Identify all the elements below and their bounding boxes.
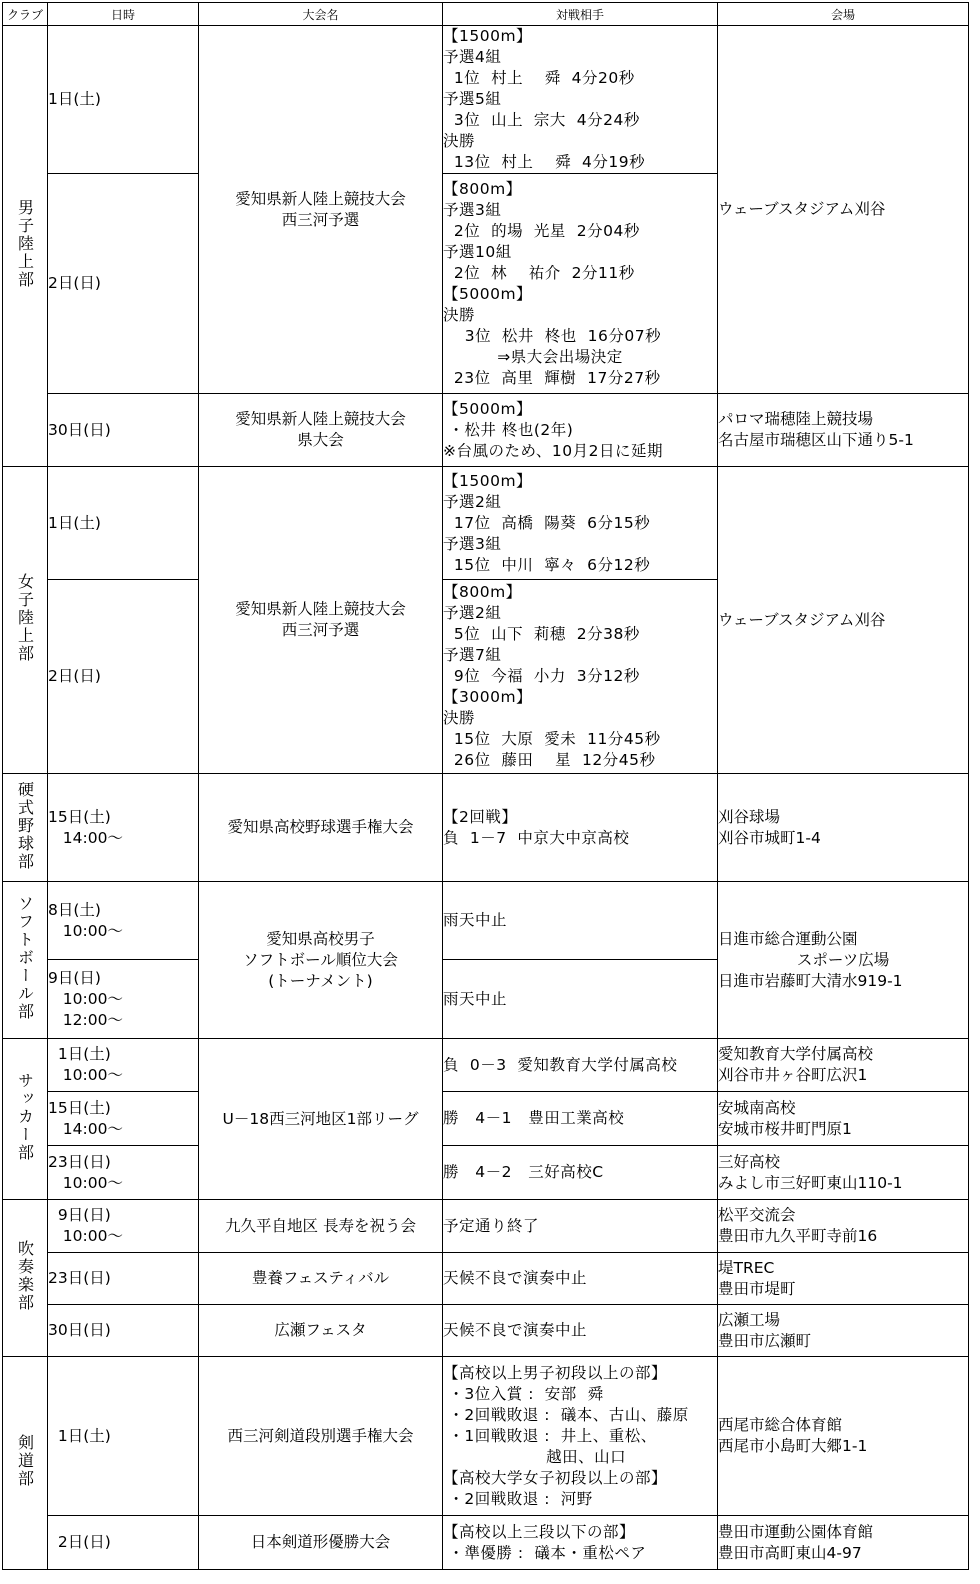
event-line: (トーナメント) — [268, 971, 373, 990]
venue-line: 安城市桜井町門原1 — [718, 1119, 852, 1138]
date-cell — [48, 174, 199, 394]
event-line: 愛知県新人陸上競技大会 — [235, 189, 406, 208]
event-line: 豊養フェスティバル — [251, 1269, 390, 1287]
venue-cell — [718, 1092, 969, 1146]
opponent-line: ・2回戦敗退 : 河野 — [443, 1489, 593, 1508]
opponent-line: 17位 高橋 陽葵 6分15秒 — [443, 513, 651, 532]
club-cell — [3, 882, 48, 1039]
opponent-line: 勝 4－1 豊田工業高校 — [443, 1109, 625, 1127]
venue-cell — [718, 26, 969, 394]
opponent-cell — [443, 960, 718, 1039]
club-cell — [3, 774, 48, 882]
opponent-line: 【800m】 — [443, 179, 522, 198]
date-cell — [48, 1516, 199, 1570]
table-row — [3, 467, 969, 580]
opponent-line: 予選3組 — [443, 534, 502, 553]
table-row — [3, 1039, 969, 1092]
venue-cell — [718, 467, 969, 774]
date-line: 14:00～ — [48, 1119, 123, 1138]
table-row — [3, 774, 969, 882]
event-line: 日本剣道形優勝大会 — [250, 1533, 391, 1551]
opponent-line: ・1回戦敗退 : 井上、重松、 — [443, 1426, 657, 1445]
opponent-cell — [443, 174, 718, 394]
date-line: 12:00～ — [48, 1010, 123, 1029]
venue-cell — [718, 1516, 969, 1570]
venue-cell — [718, 774, 969, 882]
opponent-cell — [443, 467, 718, 580]
event-line: 県大会 — [297, 431, 344, 449]
opponent-line: ・松井 柊也(2年) — [443, 420, 574, 439]
opponent-line: 予選10組 — [443, 242, 512, 261]
opponent-cell — [443, 1200, 718, 1253]
event-line: 愛知県高校野球選手権大会 — [227, 818, 414, 836]
table-row — [3, 1357, 969, 1516]
date-line: 14:00～ — [48, 828, 123, 847]
venue-line: ウェーブスタジアム刈谷 — [718, 200, 886, 218]
opponent-line: 【高校以上男子初段以上の部】 — [443, 1363, 668, 1382]
date-line: 2日(日) — [48, 1533, 111, 1551]
date-cell — [48, 580, 199, 774]
opponent-line: 【1500m】 — [443, 27, 533, 45]
date-cell — [48, 1305, 199, 1357]
date-line: 23日(日) — [48, 1269, 111, 1287]
opponent-line: 3位 山上 宗大 4分24秒 — [443, 111, 640, 129]
event-line: 愛知県新人陸上競技大会 — [235, 410, 406, 428]
opponent-line: 13位 村上 舜 4分19秒 — [443, 153, 646, 171]
club-name: 吹奏楽部 — [15, 1240, 35, 1312]
venue-line: 日進市総合運動公園 — [718, 929, 858, 948]
header-row — [3, 3, 969, 26]
opponent-line: 予定通り終了 — [443, 1216, 540, 1235]
date-line: 8日(土) — [48, 900, 101, 919]
opponent-line: ⇒県大会出場決定 — [443, 347, 623, 366]
opponent-line: 予選7組 — [443, 646, 502, 664]
date-line: 9日(日) — [48, 1206, 111, 1224]
event-cell — [199, 774, 443, 882]
opponent-line: 2位 的場 光星 2分04秒 — [443, 221, 640, 240]
event-line: 広瀬フェスタ — [274, 1321, 367, 1339]
table-row — [3, 882, 969, 960]
venue-cell — [718, 882, 969, 1039]
opponent-line: 9位 今福 小力 3分12秒 — [443, 667, 640, 685]
club-cell — [3, 467, 48, 774]
event-line: 西三河予選 — [281, 621, 360, 639]
date-cell — [48, 960, 199, 1039]
venue-cell — [718, 1253, 969, 1305]
date-line: 15日(土) — [48, 1098, 111, 1117]
club-cell — [3, 1357, 48, 1570]
venue-cell — [718, 1146, 969, 1200]
event-line: 愛知県新人陸上競技大会 — [235, 600, 406, 618]
date-line: 15日(土) — [48, 807, 111, 826]
event-line: ソフトボール順位大会 — [243, 950, 398, 969]
venue-cell — [718, 1039, 969, 1092]
venue-line: 安城南高校 — [718, 1098, 796, 1117]
schedule-table — [2, 2, 969, 1570]
opponent-line: 予選2組 — [443, 492, 502, 511]
opponent-line: 23位 高里 輝樹 17分27秒 — [443, 368, 661, 387]
date-line: 1日(土) — [48, 513, 101, 532]
venue-line: 刈谷市城町1-4 — [718, 828, 821, 847]
venue-cell — [718, 1200, 969, 1253]
date-line: 10:00～ — [48, 921, 123, 940]
table-row — [3, 1146, 969, 1200]
opponent-line: 予選4組 — [443, 48, 502, 66]
header-venue: 会場 — [718, 3, 969, 26]
date-cell — [48, 774, 199, 882]
date-cell — [48, 1146, 199, 1200]
opponent-line: ※台風のため、10月2日に延期 — [443, 441, 663, 460]
table-row — [3, 1516, 969, 1570]
opponent-cell — [443, 1146, 718, 1200]
date-line: 10:00～ — [48, 1227, 123, 1245]
event-cell — [199, 1516, 443, 1570]
opponent-line: 【2回戦】 — [443, 807, 518, 826]
date-line: 9日(日) — [48, 968, 101, 987]
date-cell — [48, 882, 199, 960]
venue-line: 豊田市高町東山4-97 — [718, 1543, 862, 1562]
opponent-cell — [443, 1305, 718, 1357]
date-line: 10:00～ — [48, 1173, 123, 1192]
event-cell — [199, 1253, 443, 1305]
club-name: ソフトボール部 — [15, 895, 35, 1021]
date-line: 1日(土) — [48, 90, 101, 108]
venue-line: 西尾市小島町大郷1-1 — [718, 1437, 868, 1455]
venue-line: 広瀬工場 — [718, 1310, 781, 1329]
opponent-cell — [443, 882, 718, 960]
opponent-cell — [443, 1253, 718, 1305]
date-line: 30日(日) — [48, 420, 111, 439]
event-cell — [199, 26, 443, 394]
venue-line: 松平交流会 — [718, 1206, 796, 1224]
opponent-line: 予選2組 — [443, 604, 502, 622]
venue-line: 名古屋市瑞穂区山下通り5-1 — [718, 431, 914, 449]
header-date: 日時 — [48, 3, 199, 26]
venue-line: 堤TREC — [718, 1258, 775, 1277]
date-cell — [48, 1253, 199, 1305]
club-name: サッカー部 — [15, 1072, 35, 1162]
table-row — [3, 1253, 969, 1305]
opponent-line: 【高校以上三段以下の部】 — [443, 1522, 636, 1541]
opponent-line: 【3000m】 — [443, 688, 533, 706]
opponent-line: 予選3組 — [443, 200, 502, 219]
opponent-line: 26位 藤田 星 12分45秒 — [443, 751, 656, 769]
opponent-line: 【5000m】 — [443, 399, 533, 418]
opponent-cell — [443, 394, 718, 467]
opponent-line: 1位 村上 舜 4分20秒 — [443, 69, 635, 87]
opponent-cell — [443, 1039, 718, 1092]
event-cell — [199, 1305, 443, 1357]
club-cell — [3, 26, 48, 467]
opponent-cell — [443, 774, 718, 882]
table-row — [3, 1200, 969, 1253]
opponent-line: 15位 大原 愛未 11分45秒 — [443, 730, 661, 748]
table-row — [3, 394, 969, 467]
opponent-cell — [443, 26, 718, 174]
club-cell — [3, 1039, 48, 1200]
date-line: 1日(土) — [48, 1426, 111, 1445]
date-cell — [48, 394, 199, 467]
date-cell — [48, 1039, 199, 1092]
event-line: 愛知県高校男子 — [266, 929, 375, 948]
opponent-line: 負 1－7 中京大中京高校 — [443, 828, 630, 847]
opponent-cell — [443, 1092, 718, 1146]
opponent-line: 予選5組 — [443, 90, 502, 108]
club-cell — [3, 1200, 48, 1357]
header-opponent: 対戦相手 — [443, 3, 718, 26]
opponent-line: 【1500m】 — [443, 471, 533, 490]
opponent-line: 3位 松井 柊也 16分07秒 — [443, 326, 662, 345]
opponent-line: 越田、山口 — [443, 1447, 627, 1466]
date-cell — [48, 467, 199, 580]
venue-cell — [718, 394, 969, 467]
opponent-cell — [443, 580, 718, 774]
event-line: 九久平自地区 長寿を祝う会 — [225, 1216, 416, 1235]
venue-line: 西尾市総合体育館 — [718, 1416, 843, 1434]
date-line: 10:00～ — [48, 1066, 123, 1084]
date-line: 23日(日) — [48, 1152, 111, 1171]
venue-line: 刈谷市井ヶ谷町広沢1 — [718, 1066, 868, 1084]
date-line: 1日(土) — [48, 1045, 111, 1063]
event-cell — [199, 1039, 443, 1200]
venue-cell — [718, 1305, 969, 1357]
opponent-line: 【高校大学女子初段以上の部】 — [443, 1468, 668, 1487]
club-name: 剣道部 — [15, 1434, 35, 1488]
event-cell — [199, 1357, 443, 1516]
venue-line: スポーツ広場 — [718, 950, 890, 969]
venue-line: ウェーブスタジアム刈谷 — [718, 610, 886, 629]
opponent-line: 15位 中川 寧々 6分12秒 — [443, 555, 651, 574]
opponent-line: 5位 山下 莉穂 2分38秒 — [443, 625, 640, 643]
opponent-cell — [443, 1516, 718, 1570]
club-name: 男子陸上部 — [15, 199, 35, 289]
opponent-line: 雨天中止 — [443, 911, 508, 929]
opponent-line: 【800m】 — [443, 583, 522, 601]
club-name: 女子陸上部 — [15, 573, 35, 663]
opponent-line: ・3位入賞 : 安部 舜 — [443, 1384, 604, 1403]
opponent-line: 決勝 — [443, 709, 476, 727]
event-line: 西三河予選 — [281, 210, 360, 229]
date-line: 30日(日) — [48, 1321, 111, 1339]
opponent-line: 【5000m】 — [443, 284, 533, 303]
venue-line: 日進市岩藤町大清水919-1 — [718, 971, 903, 990]
event-cell — [199, 394, 443, 467]
club-name: 硬式野球部 — [15, 780, 35, 871]
venue-line: 刈谷球場 — [718, 807, 781, 826]
venue-line: パロマ瑞穂陸上競技場 — [718, 410, 874, 428]
header-club: クラブ — [3, 3, 48, 26]
venue-line: 豊田市堤町 — [718, 1279, 796, 1298]
event-line: 西三河剣道段別選手権大会 — [227, 1426, 414, 1445]
date-line: 2日(日) — [48, 274, 101, 292]
opponent-line: 天候不良で演奏中止 — [443, 1321, 588, 1339]
opponent-line: 決勝 — [443, 305, 476, 324]
venue-line: 愛知教育大学付属高校 — [718, 1045, 874, 1063]
opponent-line: 天候不良で演奏中止 — [443, 1269, 588, 1287]
opponent-line: 負 0－3 愛知教育大学付属高校 — [443, 1055, 678, 1074]
table-row — [3, 1305, 969, 1357]
opponent-line: 決勝 — [443, 132, 476, 150]
date-line: 10:00～ — [48, 989, 123, 1008]
date-cell — [48, 1357, 199, 1516]
date-line: 2日(日) — [48, 667, 101, 685]
table-row — [3, 26, 969, 174]
opponent-cell — [443, 1357, 718, 1516]
event-line: U－18西三河地区1部リーグ — [222, 1109, 419, 1128]
event-cell — [199, 467, 443, 774]
date-cell — [48, 1200, 199, 1253]
table-row — [3, 1092, 969, 1146]
venue-line: 豊田市広瀬町 — [718, 1331, 812, 1350]
venue-line: 豊田市九久平町寺前16 — [718, 1227, 878, 1245]
venue-cell — [718, 1357, 969, 1516]
event-cell — [199, 1200, 443, 1253]
event-cell — [199, 882, 443, 1039]
date-cell — [48, 1092, 199, 1146]
opponent-line: ・2回戦敗退 : 礒本、古山、藤原 — [443, 1405, 689, 1424]
venue-line: 三好高校 — [718, 1152, 781, 1171]
opponent-line: 2位 林 祐介 2分11秒 — [443, 263, 635, 282]
opponent-line: ・準優勝 : 礒本・重松ペア — [443, 1543, 647, 1562]
venue-line: 豊田市運動公園体育館 — [718, 1522, 874, 1541]
venue-line: みよし市三好町東山110-1 — [718, 1173, 903, 1192]
date-cell — [48, 26, 199, 174]
opponent-line: 雨天中止 — [443, 989, 508, 1008]
header-event: 大会名 — [199, 3, 443, 26]
opponent-line: 勝 4－2 三好高校C — [443, 1163, 604, 1181]
